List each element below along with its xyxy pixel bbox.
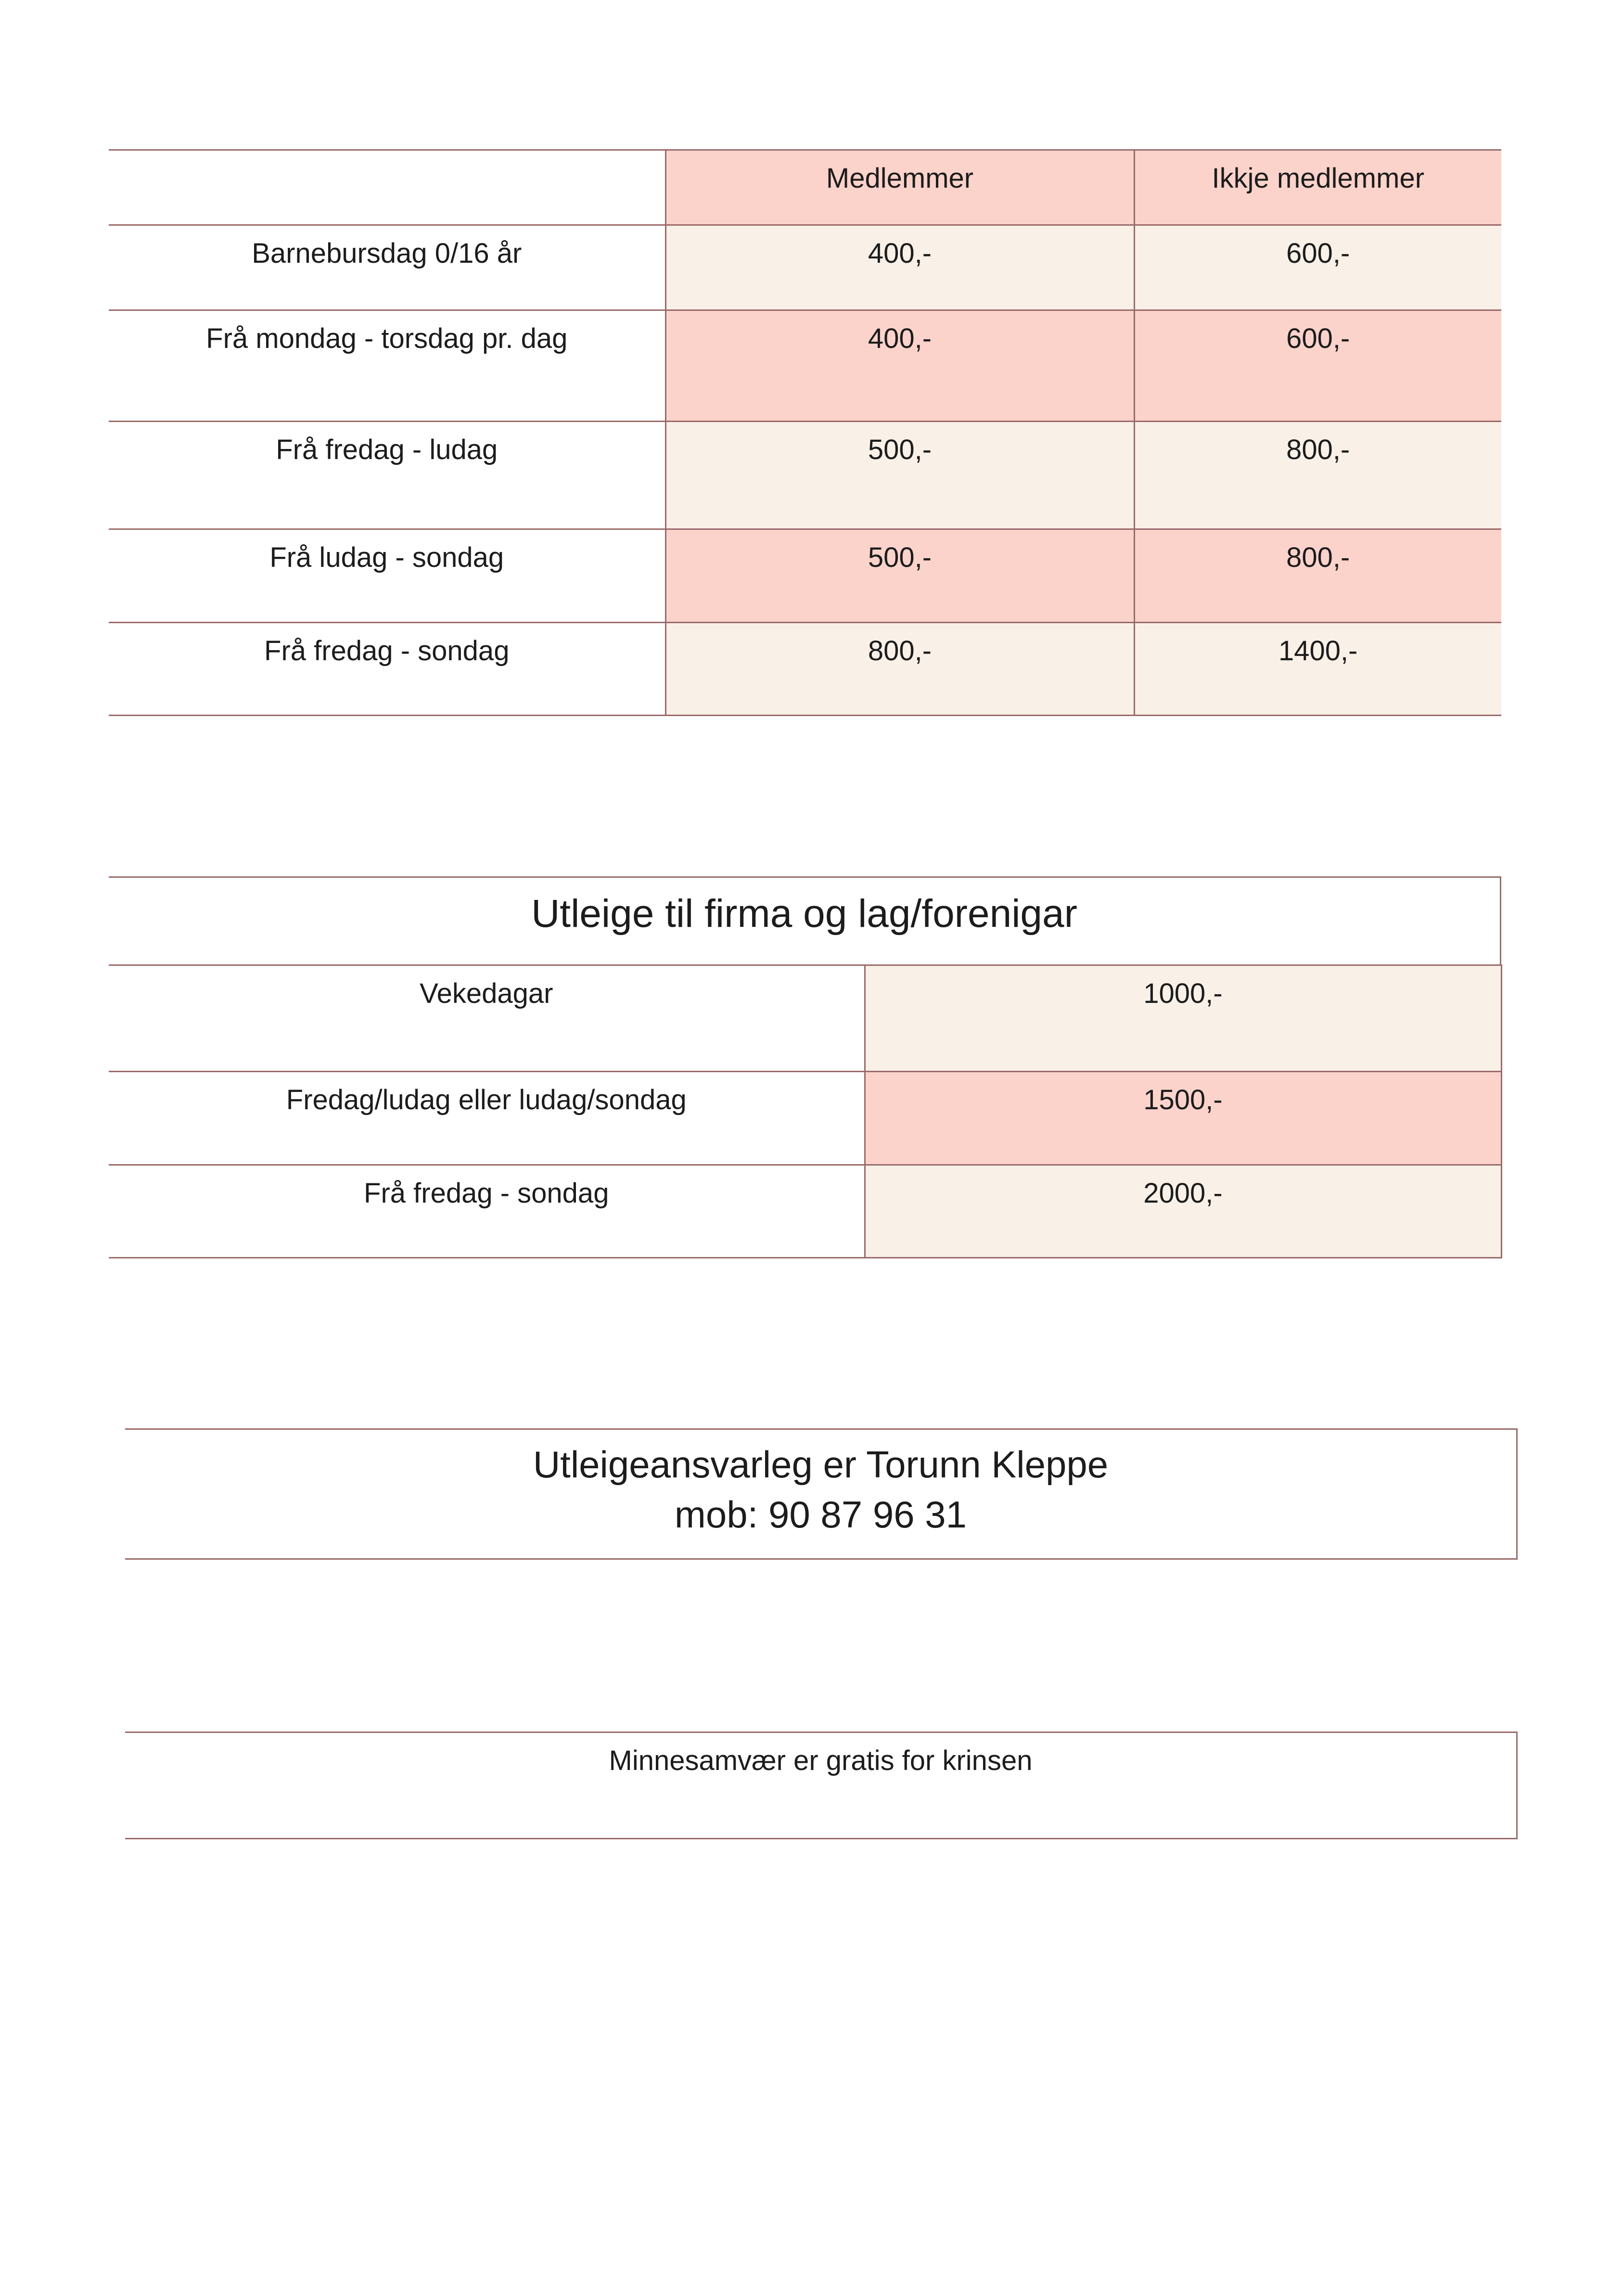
members-price: 400,- bbox=[665, 310, 1134, 422]
table-row bbox=[109, 965, 1501, 1072]
row-label: Frå ludag - sondag bbox=[109, 529, 665, 623]
table-row bbox=[109, 422, 1501, 529]
contact-person: Utleigeansvarleg er Torunn Kleppe bbox=[533, 1443, 1109, 1486]
members-price: 500,- bbox=[665, 529, 1134, 623]
price-table-header-members: Medlemmer bbox=[665, 150, 1134, 225]
row-label: Frå mondag - torsdag pr. dag bbox=[109, 310, 665, 422]
table-row bbox=[109, 529, 1501, 623]
contact-phone: mob: 90 87 96 31 bbox=[674, 1493, 967, 1536]
memorial-note-text: Minnesamvær er gratis for krinsen bbox=[609, 1745, 1033, 1776]
organization-price-table bbox=[109, 964, 1502, 1258]
memorial-note-box bbox=[125, 1732, 1518, 1839]
table-row bbox=[109, 225, 1501, 310]
non-members-price: 600,- bbox=[1134, 310, 1501, 422]
non-members-price: 1400,- bbox=[1134, 623, 1501, 716]
row-label: Fredag/ludag eller ludag/sondag bbox=[109, 1072, 865, 1165]
table-row bbox=[109, 1072, 1501, 1165]
contact-box bbox=[125, 1428, 1518, 1560]
row-label: Barnebursdag 0/16 år bbox=[109, 225, 665, 310]
membership-price-table bbox=[109, 149, 1501, 716]
row-label: Frå fredag - sondag bbox=[109, 1165, 865, 1258]
organization-rental-title: Utleige til firma og lag/forenigar bbox=[109, 876, 1501, 964]
table-row bbox=[109, 310, 1501, 422]
row-price: 1500,- bbox=[865, 1072, 1501, 1165]
row-price: 1000,- bbox=[865, 965, 1501, 1072]
row-label: Frå fredag - sondag bbox=[109, 623, 665, 716]
row-price: 2000,- bbox=[865, 1165, 1501, 1258]
organization-rental-section bbox=[109, 876, 1501, 1258]
members-price: 400,- bbox=[665, 225, 1134, 310]
price-table-header-label bbox=[109, 150, 665, 225]
table-row bbox=[109, 623, 1501, 716]
members-price: 500,- bbox=[665, 422, 1134, 529]
non-members-price: 800,- bbox=[1134, 529, 1501, 623]
price-table-header-non-members: Ikkje medlemmer bbox=[1134, 150, 1501, 225]
non-members-price: 800,- bbox=[1134, 422, 1501, 529]
non-members-price: 600,- bbox=[1134, 225, 1501, 310]
row-label: Frå fredag - ludag bbox=[109, 422, 665, 529]
price-table-header-row bbox=[109, 150, 1501, 225]
row-label: Vekedagar bbox=[109, 965, 865, 1072]
table-row bbox=[109, 1165, 1501, 1258]
members-price: 800,- bbox=[665, 623, 1134, 716]
